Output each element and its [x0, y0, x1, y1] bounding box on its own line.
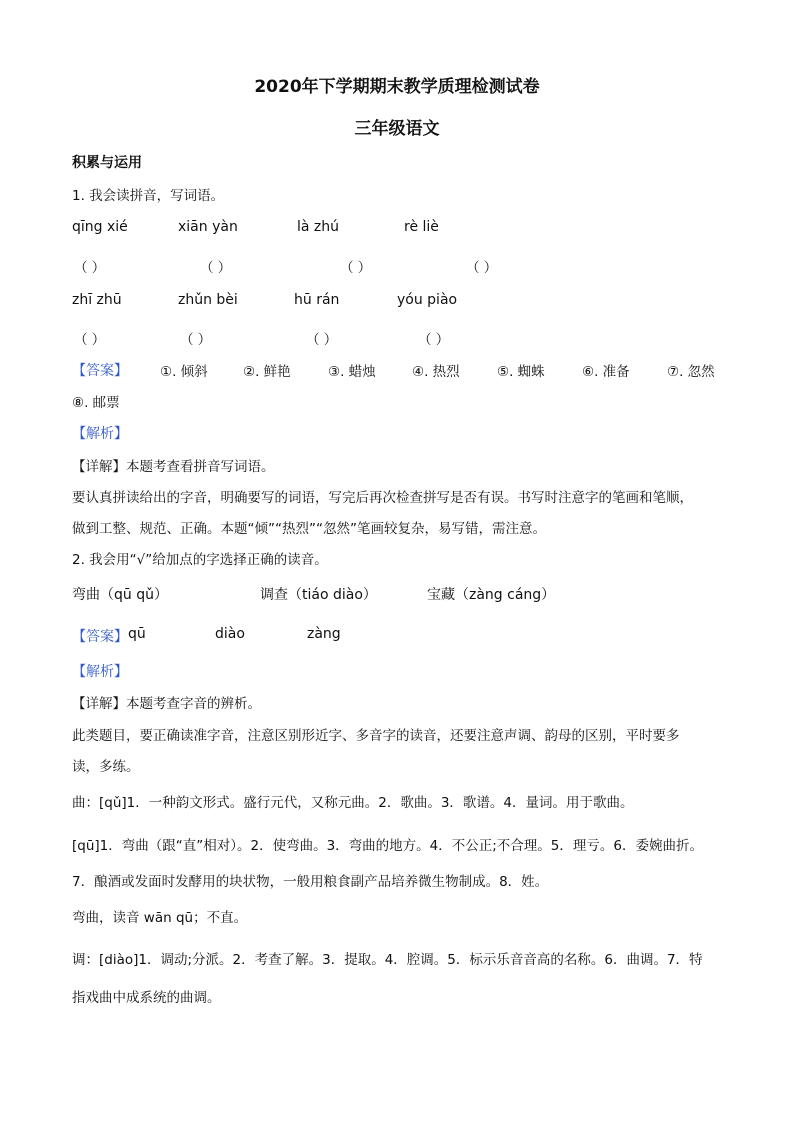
- definition-text: [qū]1．弯曲（跟“直”相对）。2．使弯曲。3．弯曲的地方。4．不公正;不合理。5．理亏。6．委婉曲折。: [72, 838, 703, 854]
- answer-item: ⑤. 蜘蛛: [497, 364, 545, 380]
- q2-item: 弯曲（qū qǔ）: [72, 587, 168, 603]
- answer-blank: （ ）: [466, 260, 498, 276]
- answer-item: ③. 蜡烛: [328, 364, 376, 380]
- definition-text: 指戏曲中成系统的曲调。: [72, 990, 221, 1006]
- answer-item: ②. 鲜艳: [243, 364, 291, 380]
- definition-text: 弯曲，读音 wān qū；不直。: [72, 910, 248, 926]
- explanation-text: 做到工整、规范、正确。本题“倾”“热烈”“忽然”笔画较复杂，易写错，需注意。: [72, 521, 546, 537]
- definition-text: 7．酿酒或发面时发酵用的块状物，一般用粮食副产品培养微生物制成。8．姓。: [72, 874, 549, 890]
- pinyin-4: rè liè: [404, 219, 439, 235]
- detail-heading: 【详解】本题考查字音的辨析。: [72, 696, 261, 712]
- answer-blank: （ ）: [74, 260, 106, 276]
- definition-text: 调：[diào]1．调动;分派。2．考查了解。3．提取。4．腔调。5．标示乐音音高的名称。6．曲调。7．特: [72, 952, 703, 968]
- analysis-tag: 【解析】: [72, 426, 128, 442]
- answer-item: ①. 倾斜: [160, 364, 208, 380]
- pinyin-8: yóu piào: [397, 292, 458, 308]
- answer-tag: 【答案】: [72, 629, 128, 645]
- answer-item: ⑧. 邮票: [72, 395, 120, 411]
- q2-prompt: 2. 我会用“√”给加点的字选择正确的读音。: [72, 552, 328, 568]
- detail-heading: 【详解】本题考查看拼音写词语。: [72, 459, 275, 475]
- pinyin-3: là zhú: [297, 219, 340, 235]
- exam-subtitle: 三年级语文: [354, 119, 440, 139]
- q1-prompt: 1. 我会读拼音，写词语。: [72, 188, 225, 204]
- explanation-text: 读，多练。: [72, 759, 140, 775]
- definition-text: 曲：[qǔ]1．一种韵文形式。盛行元代，又称元曲。2．歌曲。3．歌谱。4．量词。用于歌曲。: [72, 795, 634, 811]
- answer-tag: 【答案】: [72, 363, 128, 379]
- pinyin-6: zhǔn bèi: [178, 292, 238, 308]
- analysis-tag: 【解析】: [72, 664, 128, 680]
- pinyin-1: qīng xié: [72, 219, 128, 235]
- answer-blank: （ ）: [180, 332, 212, 348]
- pinyin-5: zhī zhū: [72, 292, 122, 308]
- answer-item: ④. 热烈: [412, 364, 460, 380]
- q2-item: 调查（tiáo diào）: [260, 587, 377, 603]
- answer-blank: （ ）: [418, 332, 450, 348]
- answer-blank: （ ）: [74, 332, 106, 348]
- answer-blank: （ ）: [306, 332, 338, 348]
- answer-blank: （ ）: [340, 260, 372, 276]
- answer-item: qū: [128, 626, 146, 642]
- answer-item: diào: [215, 626, 245, 642]
- answer-item: ⑦. 忽然: [667, 364, 715, 380]
- answer-item: ⑥. 准备: [582, 364, 630, 380]
- pinyin-2: xiān yàn: [178, 219, 238, 235]
- q2-item: 宝藏（zàng cáng）: [427, 587, 556, 603]
- exam-title: 2020年下学期期末教学质理检测试卷: [254, 77, 540, 97]
- explanation-text: 此类题目，要正确读准字音，注意区别形近字、多音字的读音，还要注意声调、韵母的区别，平时要多: [72, 728, 680, 744]
- pinyin-7: hū rán: [294, 292, 340, 308]
- explanation-text: 要认真拼读给出的字音，明确要写的词语，写完后再次检查拼写是否有误。书写时注意字的笔画和笔顺，: [72, 490, 693, 506]
- answer-item: zàng: [307, 626, 341, 642]
- section-heading: 积累与运用: [72, 155, 142, 171]
- answer-blank: （ ）: [200, 260, 232, 276]
